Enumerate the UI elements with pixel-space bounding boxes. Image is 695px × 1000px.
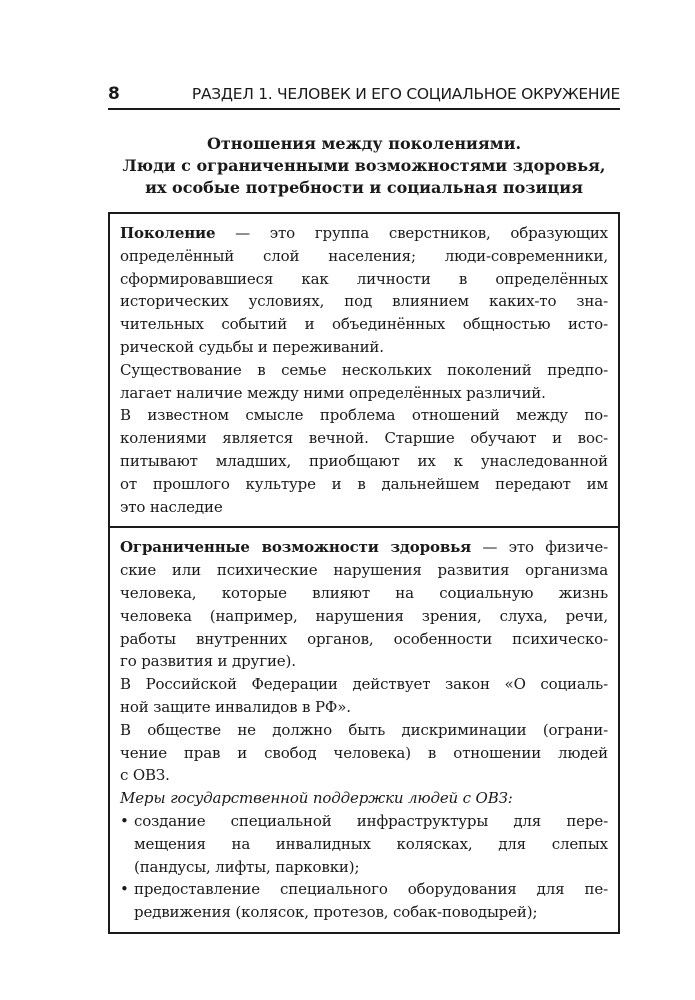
text-line: исторических условиях, под влиянием каких-то зна- xyxy=(120,292,608,311)
bullet-continuation: редвижения (колясок, протезов, собак-поводырей); xyxy=(134,903,538,922)
text-line: человека, которые влияют на социальную жизнь xyxy=(120,583,608,602)
text-line: от прошлого культуре и в дальнейшем передают им xyxy=(120,474,608,493)
text-line: с ОВЗ. xyxy=(120,766,170,785)
text-line: человека (например, нарушения зрения, слуха, речи, xyxy=(120,606,608,625)
bullet-item: • предоставление специального оборудования для пе- xyxy=(120,878,608,901)
text-line: рической судьбы и переживаний. xyxy=(120,337,384,356)
text-line: го развития и другие). xyxy=(120,652,296,671)
title-line: их особые потребности и социальная позиция xyxy=(145,178,583,197)
page-number: 8 xyxy=(108,84,120,104)
measures-heading: Меры государственной поддержки людей с ОВЗ: xyxy=(120,789,513,808)
text-line: работы внутренних органов, особенности психическо- xyxy=(120,629,608,648)
text-line: В известном смысле проблема отношений между по- xyxy=(120,406,608,425)
bullet-icon: • xyxy=(120,811,129,830)
term-generation: Поколение xyxy=(120,224,216,242)
text-line: Существование в семье нескольких поколений предпо- xyxy=(120,360,608,379)
text-line: чение прав и свобод человека) в отношении людей xyxy=(120,743,608,762)
running-header xyxy=(108,82,620,110)
title-line: Люди с ограниченными возможностями здоровья, xyxy=(122,156,606,175)
text-line: ские или психические нарушения развития организма xyxy=(120,561,608,580)
disability-cell xyxy=(110,526,618,932)
text-line: Ограниченные возможности здоровья — это физиче- xyxy=(120,538,608,557)
title-line: Отношения между поколениями. xyxy=(206,134,522,153)
bullet-continuation: (пандусы, лифты, парковки); xyxy=(134,857,360,876)
text-line: это наследие xyxy=(120,497,223,516)
text-line: чительных событий и объединённых общностью исто- xyxy=(120,315,608,334)
text-line: сформировавшиеся как личности в определённых xyxy=(120,269,608,288)
page-title xyxy=(108,133,620,199)
text-line: В обществе не должно быть дискриминации (ограни- xyxy=(120,720,608,739)
text-line: ной защите инвалидов в РФ». xyxy=(120,697,351,716)
text-line: питывают младших, приобщают их к унаследованной xyxy=(120,451,608,470)
bullet-continuation: мещения на инвалидных колясках, для слепых xyxy=(134,834,608,853)
term-disability: Ограниченные возможности здоровья xyxy=(120,538,472,557)
section-title: РАЗДЕЛ 1. ЧЕЛОВЕК И ЕГО СОЦИАЛЬНОЕ ОКРУЖЕНИЕ xyxy=(191,85,620,103)
definitions-table xyxy=(108,212,620,934)
text-line: В Российской Федерации действует закон «О социаль- xyxy=(120,675,608,694)
text-line: лагает наличие между ними определённых различий. xyxy=(120,383,546,402)
bullet-icon: • xyxy=(120,880,129,899)
text-line: определённый слой населения; люди-современники, xyxy=(120,246,608,265)
bullet-item: • создание специальной инфраструктуры для пере- xyxy=(120,810,608,833)
text-line: Поколение — это группа сверстников, образующих xyxy=(120,224,608,242)
generation-cell xyxy=(110,214,618,526)
text-line: колениями является вечной. Старшие обучают и вос- xyxy=(120,429,608,448)
